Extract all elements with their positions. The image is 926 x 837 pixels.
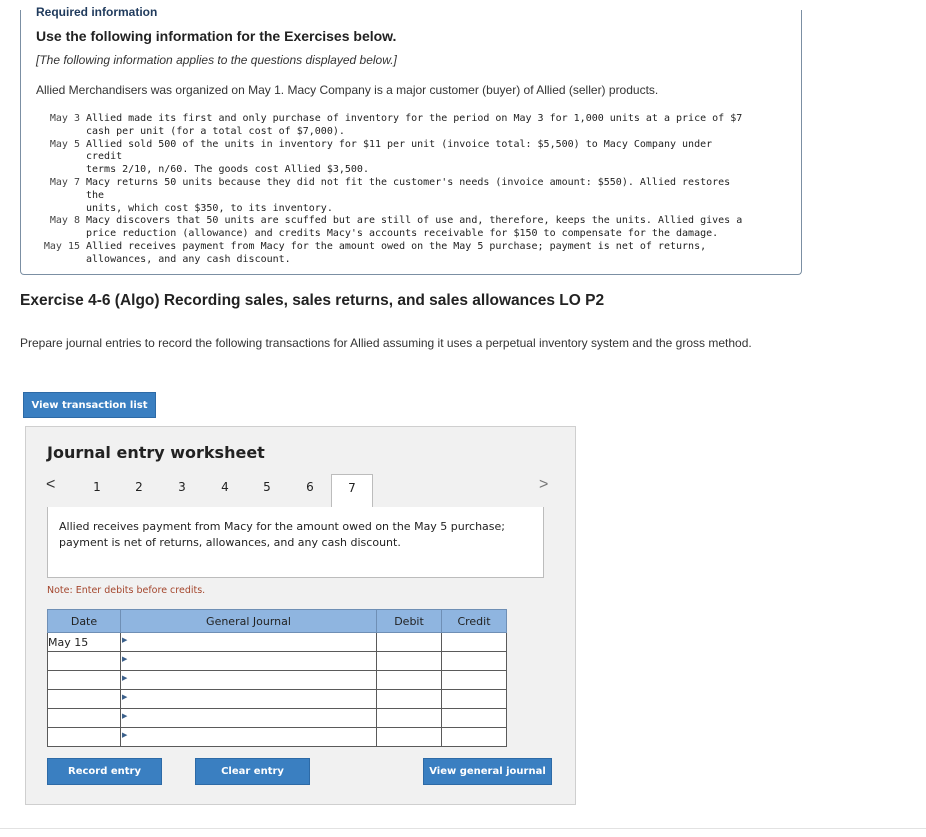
debit-cell[interactable] [377,671,442,690]
record-entry-button[interactable]: Record entry [47,758,162,785]
debit-cell[interactable] [377,690,442,709]
transaction-line: Allied made its first and only purchase of inventory for the period on May 3 for 1,000 units at a price of $7 [86,113,743,124]
transaction-line: terms 2/10, n/60. The goods cost Allied $3,500. [86,164,369,176]
debits-note: Note: Enter debits before credits. [47,585,206,596]
transaction-item [32,241,752,267]
table-row [48,633,507,652]
general-journal-header: General Journal [121,610,377,633]
worksheet-tab[interactable]: 1 [93,480,101,494]
use-following-heading: Use the following information for the Exercises below. [36,28,397,44]
dropdown-marker-icon: ▶ [122,712,128,720]
credit-header: Credit [442,610,507,633]
dropdown-marker-icon: ▶ [122,636,128,644]
exercise-title: Exercise 4-6 (Algo) Recording sales, sales returns, and sales allowances LO P2 [20,292,605,309]
table-row [48,728,507,747]
date-cell[interactable]: May 15 [48,633,121,652]
transaction-item [32,139,752,177]
debit-cell[interactable] [377,728,442,747]
date-header: Date [48,610,121,633]
journal-header-row [48,610,507,633]
worksheet-tab[interactable]: 3 [178,480,186,494]
date-cell[interactable] [48,728,121,747]
account-cell[interactable] [121,671,377,690]
transaction-line: units, which cost $350, to its inventory. [86,202,333,214]
transaction-line: Macy returns 50 units because they did not fit the customer's needs (invoice amount: $550). Allied restores the [86,176,731,201]
date-cell[interactable] [48,652,121,671]
transaction-line: allowances, and any cash discount. [86,253,291,265]
worksheet-tab[interactable]: 4 [221,480,229,494]
date-cell[interactable] [48,690,121,709]
dropdown-marker-icon: ▶ [122,731,128,739]
transaction-line: cash per unit (for a total cost of $7,000). [86,125,345,137]
account-cell[interactable] [121,652,377,671]
account-cell[interactable] [121,690,377,709]
applies-note: [The following information applies to the questions displayed below.] [36,53,397,67]
credit-cell[interactable] [442,709,507,728]
view-transaction-list-button[interactable]: View transaction list [23,392,156,418]
intro-text: Allied Merchandisers was organized on May 1. Macy Company is a major customer (buyer) of Allied (seller) products. [36,83,659,97]
date-cell[interactable] [48,709,121,728]
chevron-right-icon[interactable]: > [539,476,549,493]
clear-entry-button[interactable]: Clear entry [195,758,310,785]
transaction-line: price reduction (allowance) and credits Macy's accounts receivable for $150 to compensate for the damage. [86,228,719,240]
dropdown-marker-icon: ▶ [122,674,128,682]
credit-cell[interactable] [442,652,507,671]
worksheet-tab[interactable]: 5 [263,480,271,494]
transaction-item [32,113,752,139]
transaction-line: Allied receives payment from Macy for the amount owed on the May 5 purchase; payment is net of returns, [86,240,707,252]
date-cell[interactable] [48,671,121,690]
debit-cell[interactable] [377,652,442,671]
table-row [48,671,507,690]
worksheet-tab-active[interactable]: 7 [331,474,373,508]
worksheet-tab[interactable]: 2 [135,480,143,494]
transaction-description: Allied receives payment from Macy for the amount owed on the May 5 purchase; payment is net of returns, allowances, and any cash discount. [59,520,506,549]
page-bottom-divider [0,828,926,829]
transaction-date: May 8 [49,215,80,227]
required-info-heading: Required information [36,5,158,19]
journal-table [47,609,507,747]
dropdown-marker-icon: ▶ [122,655,128,663]
credit-cell[interactable] [442,671,507,690]
account-cell[interactable] [121,633,377,652]
transaction-line: Allied sold 500 of the units in inventory for $11 per unit (invoice total: $5,500) to Macy Company under credit [86,138,713,163]
worksheet-title: Journal entry worksheet [47,443,265,462]
table-row [48,690,507,709]
view-general-journal-button[interactable]: View general journal [423,758,552,785]
debit-cell[interactable] [377,709,442,728]
account-cell[interactable] [121,709,377,728]
exercise-instructions: Prepare journal entries to record the following transactions for Allied assuming it uses a perpetual inventory system and the gross method. [20,336,752,350]
transaction-date: May 7 [49,176,80,188]
transaction-date: May 3 [49,113,80,124]
credit-cell[interactable] [442,633,507,652]
account-cell[interactable] [121,728,377,747]
debit-cell[interactable] [377,633,442,652]
table-row [48,709,507,728]
credit-cell[interactable] [442,728,507,747]
transaction-item [32,215,752,241]
table-row [48,652,507,671]
transaction-date: May 15 [43,240,80,252]
dropdown-marker-icon: ▶ [122,693,128,701]
worksheet-tab[interactable]: 6 [306,480,314,494]
transaction-date: May 5 [49,138,80,150]
transaction-list [32,113,752,267]
transaction-item [32,177,752,215]
transaction-line: Macy discovers that 50 units are scuffed but are still of use and, therefore, keeps the units. Allied gives a [86,215,743,227]
chevron-left-icon[interactable]: < [46,476,56,493]
credit-cell[interactable] [442,690,507,709]
debit-header: Debit [377,610,442,633]
